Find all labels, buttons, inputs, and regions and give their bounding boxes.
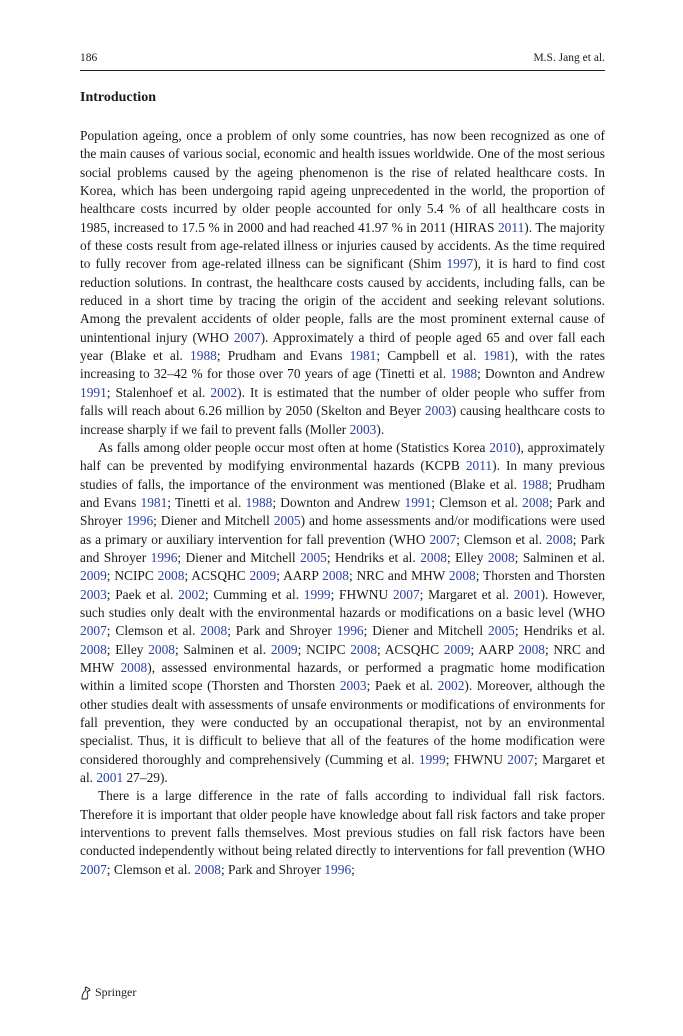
body-text: ; Elley [106,641,149,657]
paragraph-1 [80,127,605,439]
citation-link[interactable]: 2009 [443,641,471,657]
body-text: ; Clemson et al. [106,623,201,639]
citation-link[interactable]: 2007 [233,329,261,345]
citation-link[interactable]: 1988 [245,494,273,510]
body-text: ; Paek et al. [366,678,438,694]
paragraph-2 [80,439,605,788]
body-text: ; Clemson et al. [456,531,547,547]
citation-link[interactable]: 1996 [324,861,352,877]
paragraph-3 [80,787,605,879]
body-text: ; Elley [446,549,488,565]
body-text: ; Salminen et al. [514,549,605,565]
citation-link[interactable]: 2008 [522,494,549,510]
body-text: ; Park and Shroyer [220,861,325,877]
body-text: ; Salminen et al. [174,641,271,657]
citation-link[interactable]: 1981 [483,348,511,364]
body-text: ). In many previous studies of falls, the importance of the environment was mentioned (Blake et al. [80,458,605,492]
citation-link[interactable]: 2008 [448,568,476,584]
citation-link[interactable]: 2002 [178,586,205,602]
citation-link[interactable]: 2007 [392,586,420,602]
body-text: ) causing healthcare costs to increase sharply if we fail to prevent falls (Moller [80,403,606,437]
citation-link[interactable]: 2003 [339,678,367,694]
body-text: ; Tinetti et al. [167,494,246,510]
citation-link[interactable]: 2007 [429,531,457,547]
citation-link[interactable]: 2011 [497,219,525,235]
citation-link[interactable]: 2005 [300,549,327,565]
citation-link[interactable]: 2008 [546,531,573,547]
body-text: ; ACSQHC [184,568,250,584]
body-text: ; Hendriks et al. [514,623,606,639]
citation-link[interactable]: 2009 [270,641,298,657]
citation-link[interactable]: 2003 [424,403,452,419]
citation-link[interactable]: 1999 [303,586,331,602]
citation-link[interactable]: 2008 [148,641,175,657]
section-title: Introduction [80,90,156,105]
body-text: ; Cumming et al. [204,586,304,602]
body-text: ; [351,861,355,877]
body-text: ; NCIPC [106,568,158,584]
citation-link[interactable]: 2008 [518,641,545,657]
body-text: ), approximately half can be prevented by modifying environmental hazards (KCPB [80,439,605,474]
citation-link[interactable]: 1999 [418,751,446,767]
citation-link[interactable]: 2007 [80,861,107,877]
body-text: ; Margaret et al. [419,586,514,602]
body-text: ; Clemson et al. [106,861,195,877]
body-text: ; NRC and MHW [80,641,605,675]
citation-link[interactable]: 2001 [513,586,541,602]
body-text: ; Downton and Andrew [477,366,605,382]
body-text: ; Margaret et al. [80,751,606,786]
citation-link[interactable]: 2008 [487,549,515,565]
body-text: ), it is hard to find cost reduction solutions. In contrast, the healthcare costs caused by accidents, including falls, can be reduced in a short time by tracing the origin of the accident and seeking relevant solutions. Among the prevalent accidents of older people, falls are the most prominent external cause of unintentional injury (WHO [80,256,605,345]
body-text: ; Downton and Andrew [272,494,405,510]
citation-link[interactable]: 2009 [80,568,107,584]
body-text: ; Prudham and Evans [80,476,605,510]
citation-link[interactable]: 2008 [322,568,349,584]
body-text: ). Approximately a third of people aged 65 and over fall each year (Blake et al. [80,329,605,364]
body-text: ; NCIPC [297,641,351,657]
body-text: ). However, such studies only dealt with the environmental hazards or modifications on a basic level (WHO [80,586,605,620]
body-text: ; Hendriks et al. [326,549,421,565]
body-text: 27–29). [123,770,168,786]
running-authors: M.S. Jang et al. [533,52,605,64]
body-text: ; AARP [276,568,323,584]
citation-link[interactable]: 2007 [507,751,535,767]
body-text: ). Moreover, although the other studies dealt with assessments of unsafe environments or modifications of environments for fall prevention, they were conducted by an occupational therapist, not by an environmental specialist. Thus, it is difficult to believe that all of the features of the home modification were considered thoroughly and comprehensively (Cumming et al. [80,678,605,767]
citation-link[interactable]: 2002 [437,678,465,694]
body-text: Population ageing, once a problem of only some countries, has now been recognized as one of the main causes of various social, economic and health issues worldwide. One of the most serious social problems caused by the ageing phenomenon is the rise of related healthcare costs. In Korea, which has been undergoing rapid ageing unprecedented in the world, the proportion of healthcare costs incurred by older people accounted for only 5.4 % of all healthcare costs in 1985, increased to 17.5 % in 2000 and had reached 41.97 % in 2011 (HIRAS [80,128,605,235]
citation-link[interactable]: 1988 [450,366,478,382]
citation-link[interactable]: 1988 [190,348,217,364]
citation-link[interactable]: 2009 [249,568,277,584]
citation-link[interactable]: 2007 [80,623,107,639]
citation-link[interactable]: 2008 [420,549,447,565]
body-text: ; Stalenhoef et al. [106,384,211,400]
citation-link[interactable]: 2008 [157,568,185,584]
body-text: ; Clemson et al. [431,494,523,510]
body-text: ) and home assessments and/or modifications were used as a primary or auxiliary intervention for fall prevention (WHO [80,513,605,547]
citation-link[interactable]: 1991 [80,384,107,400]
citation-link[interactable]: 1991 [404,494,432,510]
citation-link[interactable]: 2008 [350,641,378,657]
body-text: There is a large difference in the rate of falls according to individual fall risk factors. Therefore it is important that older people have knowledge about fall risk factors and take proper interventions to prevent falls themselves. Most previous studies on fall risk factors have been conducted independently without being related directly to interventions for fall prevention (WHO [80,788,605,859]
body-text: ). It is estimated that the number of older people who suffer from falls will reach about 6.26 million by 2050 (Skelton and Beyer [80,384,605,419]
body-text: ; Campbell et al. [376,348,484,364]
citation-link[interactable]: 2005 [488,623,515,639]
body-text: ; Diener and Mitchell [363,623,489,639]
body-text: ; Prudham and Evans [216,348,350,364]
body-text: ; Park and Shroyer [80,494,605,529]
citation-link[interactable]: 2008 [120,659,148,675]
body-text: ; NRC and MHW [348,568,449,584]
citation-link[interactable]: 2008 [80,641,107,657]
citation-link[interactable]: 2008 [200,623,228,639]
body-text: ). [376,421,385,437]
citation-link[interactable]: 1981 [140,494,168,510]
body-text: ). The majority of these costs result from age-related illness or injuries caused by accidents. As the time required to fully recover from age-related illness can be significant (Shim [80,219,605,272]
citation-link[interactable]: 2003 [349,421,377,437]
body-text: ; Thorsten and Thorsten [475,568,606,584]
citation-link[interactable]: 1997 [446,256,474,272]
citation-link[interactable]: 2011 [465,458,493,474]
body-text: ; Diener and Mitchell [177,549,301,565]
body-text: ; Diener and Mitchell [153,513,274,529]
publisher-footer [80,985,136,1000]
body-text: ; AARP [470,641,519,657]
body-text: ), with the rates increasing to 32–42 % for those over 70 years of age (Tinetti et al. [80,348,605,382]
citation-link[interactable]: 2010 [489,439,517,455]
citation-link[interactable]: 1996 [336,623,364,639]
body-text: ; FHWNU [445,751,508,767]
citation-link[interactable]: 1988 [521,476,549,492]
page-number: 186 [80,52,98,64]
article-body [80,127,605,879]
body-text: As falls among older people occur most often at home (Statistics Korea [98,439,490,455]
body-text: ; Park and Shroyer [227,623,337,639]
body-text: ; FHWNU [330,586,393,602]
body-text: ), assessed environmental hazards, or performed a pragmatic home modification within a limited scope (Thorsten and Thorsten [80,659,605,694]
citation-link[interactable]: 2003 [80,586,107,602]
citation-link[interactable]: 2001 [96,770,124,786]
citation-link[interactable]: 1981 [349,348,377,364]
citation-link[interactable]: 1996 [126,513,154,529]
running-header [80,52,605,71]
citation-link[interactable]: 2008 [194,861,221,877]
citation-link[interactable]: 1996 [150,549,178,565]
body-text: ; ACSQHC [377,641,444,657]
body-text: ; Park and Shroyer [80,531,605,565]
citation-link[interactable]: 2002 [210,384,238,400]
springer-horse-icon [80,986,92,1000]
publisher-name: Springer [95,985,137,999]
body-text: ; Paek et al. [106,586,179,602]
citation-link[interactable]: 2005 [273,513,301,529]
